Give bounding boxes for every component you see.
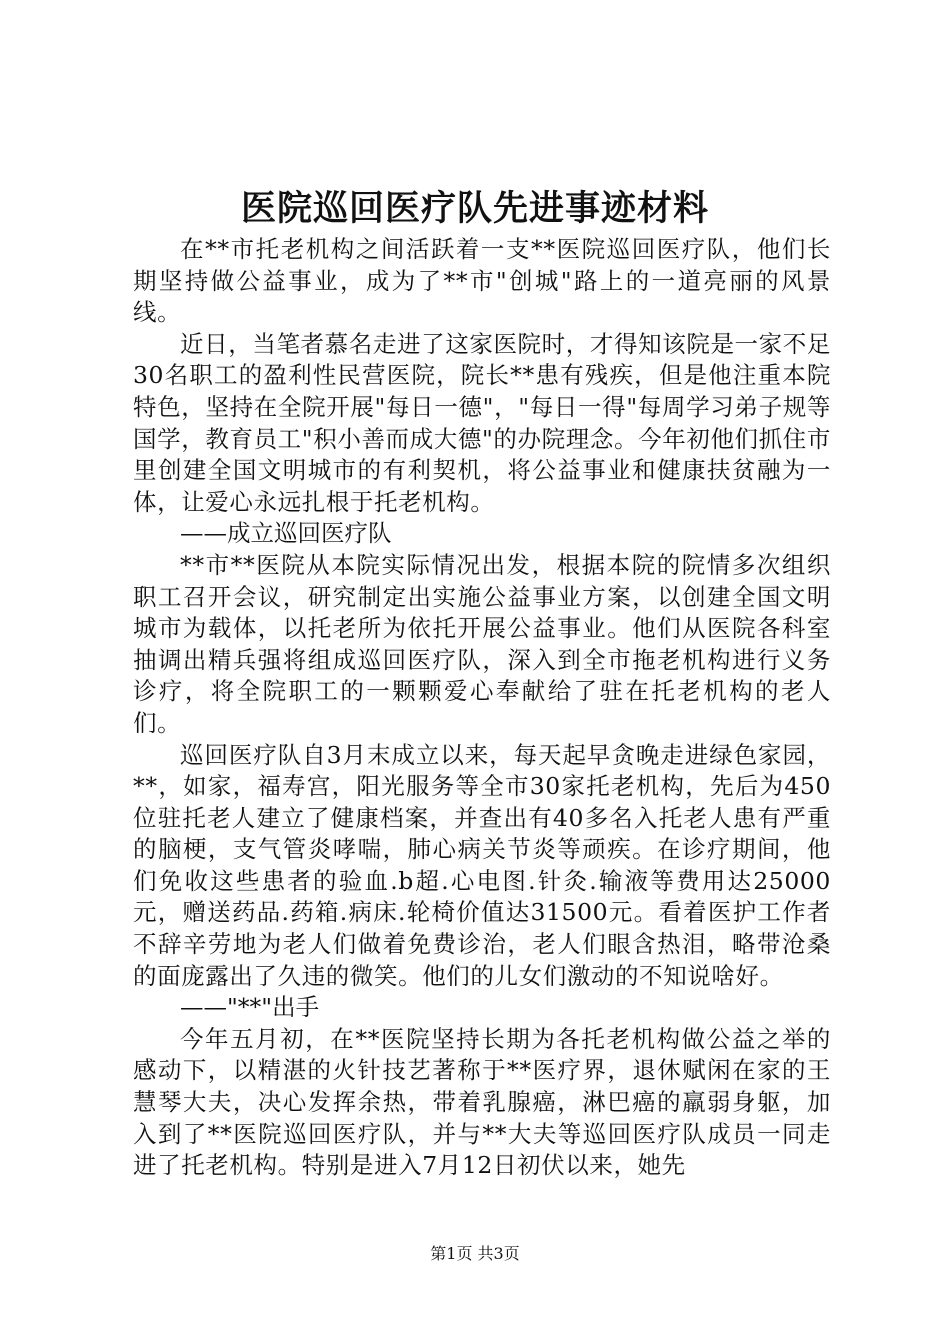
document-title: 医院巡回医疗队先进事迹材料 [240, 188, 709, 229]
section-heading-volunteer: ——"**"出手 [180, 993, 320, 1022]
paragraph-volunteer-doctor: 今年五月初，在**医院坚持长期为各托老机构做公益之举的感动下，以精湛的火针技艺著称于**医疗界，退休赋闲在家的王慧琴大夫，决心发挥余热，带着乳腺癌，淋巴癌的羸弱身躯，加入到了**医院巡回医疗队，并与**大夫等巡回医疗队成员一同走进了托老机构。特别是进入7月12日初伏以来，她先 [133, 1024, 831, 1180]
paragraph-background: 近日，当笔者慕名走进了这家医院时，才得知该院是一家不足30名职工的盈利性民营医院，院长**患有残疾，但是他注重本院特色，坚持在全院开展"每日一德"，"每日一得"每周学习弟子规等国学，教育员工"积小善而成大德"的办院理念。今年初他们抓住市里创建全国文明城市的有利契机，将公益事业和健康扶贫融为一体，让爱心永远扎根于托老机构。 [133, 329, 831, 516]
page-footer: 第1页 共3页 [430, 1244, 520, 1263]
paragraph-team-formation: **市**医院从本院实际情况出发，根据本院的院情多次组织职工召开会议，研究制定出实施公益事业方案，以创建全国文明城市为载体，以托老所为依托开展公益事业。他们从医院各科室抽调出精兵强将组成巡回医疗队，深入到全市拖老机构进行义务诊疗，将全院职工的一颗颗爱心奉献给了驻在托老机构的老人们。 [133, 550, 831, 737]
document-body [133, 234, 831, 1182]
section-heading-team: ——成立巡回医疗队 [180, 519, 392, 548]
paragraph-intro: 在**市托老机构之间活跃着一支**医院巡回医疗队，他们长期坚持做公益事业，成为了**市"创城"路上的一道亮丽的风景线。 [133, 235, 831, 327]
paragraph-service-results: 巡回医疗队自3月末成立以来，每天起早贪晚走进绿色家园，**，如家，福寿宫，阳光服务等全市30家托老机构，先后为450位驻托老人建立了健康档案，并查出有40多名入托老人患有严重的脑梗，支气管炎哮喘，肺心病关节炎等顽疾。在诊疗期间，他们免收这些患者的验血.b超.心电图.针灸.输液等费用达25000元，赠送药品.药箱.病床.轮椅价值达31500元。看着医护工作者不辞辛劳地为老人们做着免费诊治，老人们眼含热泪，略带沧桑的面庞露出了久违的微笑。他们的儿女们激动的不知说啥好。 [133, 740, 831, 990]
